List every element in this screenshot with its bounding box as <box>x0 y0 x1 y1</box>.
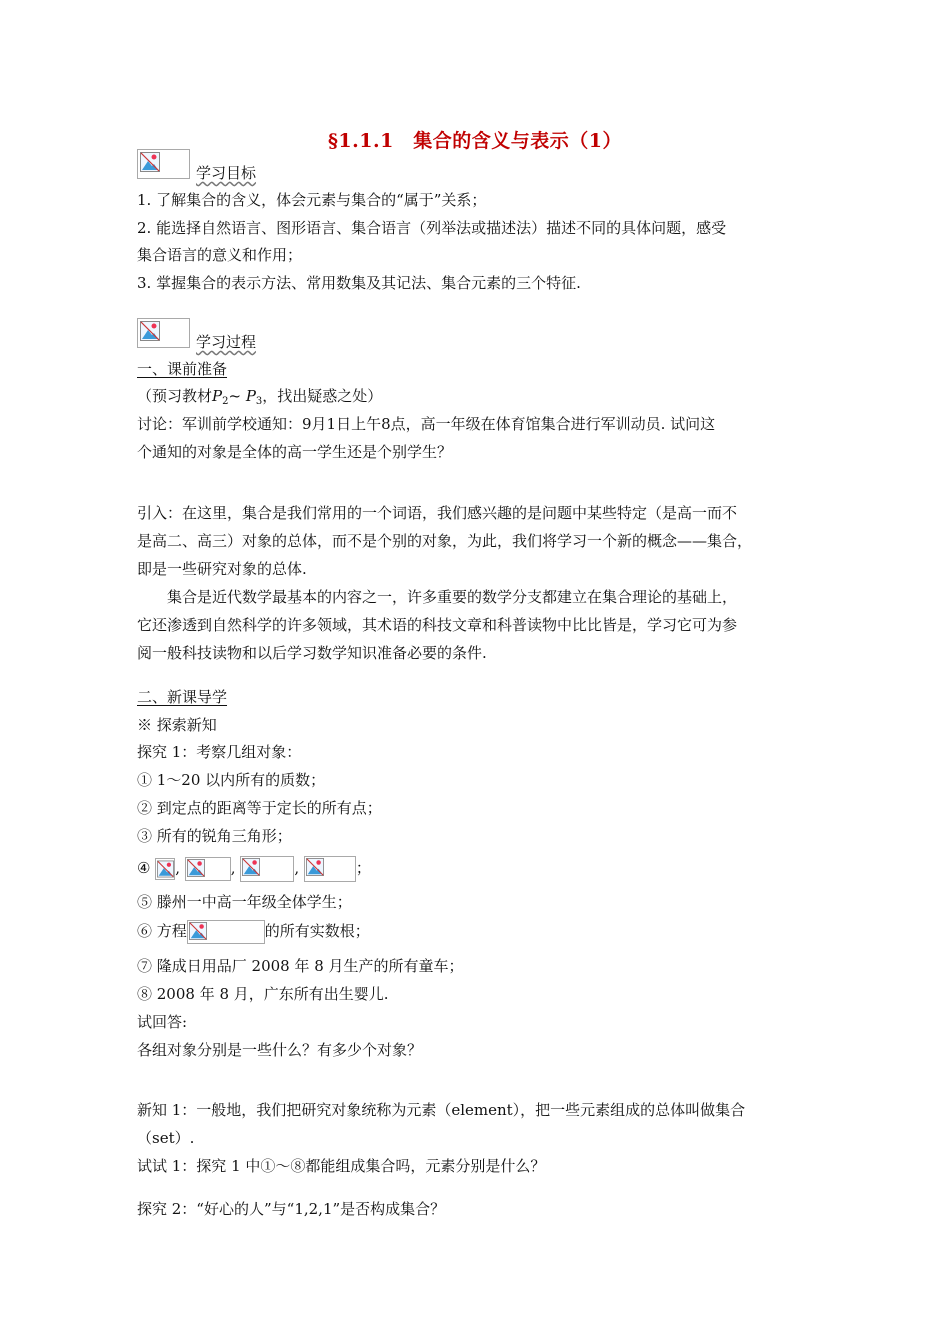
paragraph-line: 它还渗透到自然科学的许多领域，其术语的科技文章和科普读物中比比皆是，学习它可为参 <box>137 616 738 634</box>
goal-item: 集合语言的意义和作用； <box>137 246 303 264</box>
explore1-item: ⑤ 滕州一中高一年级全体学生； <box>137 893 352 911</box>
part1-title: 一、课前准备 <box>137 360 228 378</box>
intro-line: 即是一些研究对象的总体. <box>137 560 307 578</box>
item6-prefix: ⑥ 方程 <box>137 922 187 940</box>
part2-title: 二、新课导学 <box>137 688 228 706</box>
explore2-line: 探究 2：“好心的人”与“1,2,1”是否构成集合？ <box>137 1200 446 1218</box>
explore1-item: ② 到定点的距离等于定长的所有点； <box>137 799 382 817</box>
broken-image-icon <box>304 856 356 882</box>
broken-image-icon <box>137 149 190 179</box>
preview-p2-sub: 3 <box>255 396 263 407</box>
goal-item: 2. 能选择自然语言、图形语言、集合语言（列举法或描述法）描述不同的具体问题，感受 <box>137 219 727 237</box>
explore1-item: ⑧ 2008 年 8 月，广东所有出生婴儿. <box>137 985 389 1003</box>
explore1-item: ③ 所有的锐角三角形； <box>137 827 292 845</box>
discussion-line: 讨论：军训前学校通知：9月1日上午8点，高一年级在体育馆集合进行军训动员. 试问这 <box>137 415 716 433</box>
page-title: §1.1.1 集合的含义与表示（1） <box>327 130 623 152</box>
preview-note <box>137 386 382 412</box>
try-line: 试试 1：探究 1 中①～⑧都能组成集合吗，元素分别是什么？ <box>137 1157 546 1175</box>
explore1-item-4 <box>137 856 371 884</box>
paragraph-line: 集合是近代数学最基本的内容之一，许多重要的数学分支都建立在集合理论的基础上， <box>137 588 738 606</box>
process-heading: 学习过程 <box>196 333 257 351</box>
preview-p2: P <box>245 387 256 405</box>
explore1-item: ① 1～20 以内所有的质数； <box>137 771 326 789</box>
intro-line: 是高二、高三）对象的总体，而不是个别的对象，为此，我们将学习一个新的概念——集合， <box>137 532 753 550</box>
item4-end: ； <box>355 859 371 877</box>
preview-p1: P <box>212 387 223 405</box>
broken-image-icon <box>155 858 175 880</box>
discussion-line: 个通知的对象是全体的高一学生还是个别学生？ <box>137 443 453 461</box>
goal-item: 3. 掌握集合的表示方法、常用数集及其记法、集合元素的三个特征. <box>137 274 581 292</box>
preview-suffix: ，找出疑惑之处） <box>262 387 383 405</box>
explore-mark: ※ 探索新知 <box>137 716 217 734</box>
explore1-item-6 <box>137 920 370 946</box>
goals-heading: 学习目标 <box>196 164 257 182</box>
preview-prefix: （预习教材 <box>137 387 213 405</box>
item4-sep: , <box>175 859 181 877</box>
question: 各组对象分别是一些什么？有多少个对象？ <box>137 1041 423 1059</box>
explore1-title: 探究 1：考察几组对象： <box>137 743 302 761</box>
broken-image-icon <box>137 318 190 348</box>
answer-prompt: 试回答: <box>137 1013 188 1031</box>
item4-sep: , <box>294 859 300 877</box>
intro-line: 引入：在这里，集合是我们常用的一个词语，我们感兴趣的是问题中某些特定（是高一而不 <box>137 504 738 522</box>
paragraph-line: 阅一般科技读物和以后学习数学知识准备必要的条件. <box>137 644 487 662</box>
preview-p1-sub: 2 <box>222 396 229 407</box>
broken-image-icon <box>187 920 265 944</box>
goal-item: 1. 了解集合的含义，体会元素与集合的“属于”关系； <box>137 191 487 209</box>
broken-image-icon <box>240 856 294 882</box>
item6-suffix: 的所有实数根； <box>264 922 370 940</box>
newknow-line: 新知 1：一般地，我们把研究对象统称为元素（element），把一些元素组成的总体叫做集合 <box>137 1101 746 1119</box>
preview-tilde: ~ <box>228 387 246 405</box>
item4-sep: , <box>230 859 236 877</box>
newknow-line: （set）. <box>137 1129 195 1147</box>
item4-prefix: ④ <box>137 859 151 877</box>
explore1-item: ⑦ 隆成日用品厂 2008 年 8 月生产的所有童车； <box>137 957 464 975</box>
broken-image-icon <box>185 857 231 881</box>
